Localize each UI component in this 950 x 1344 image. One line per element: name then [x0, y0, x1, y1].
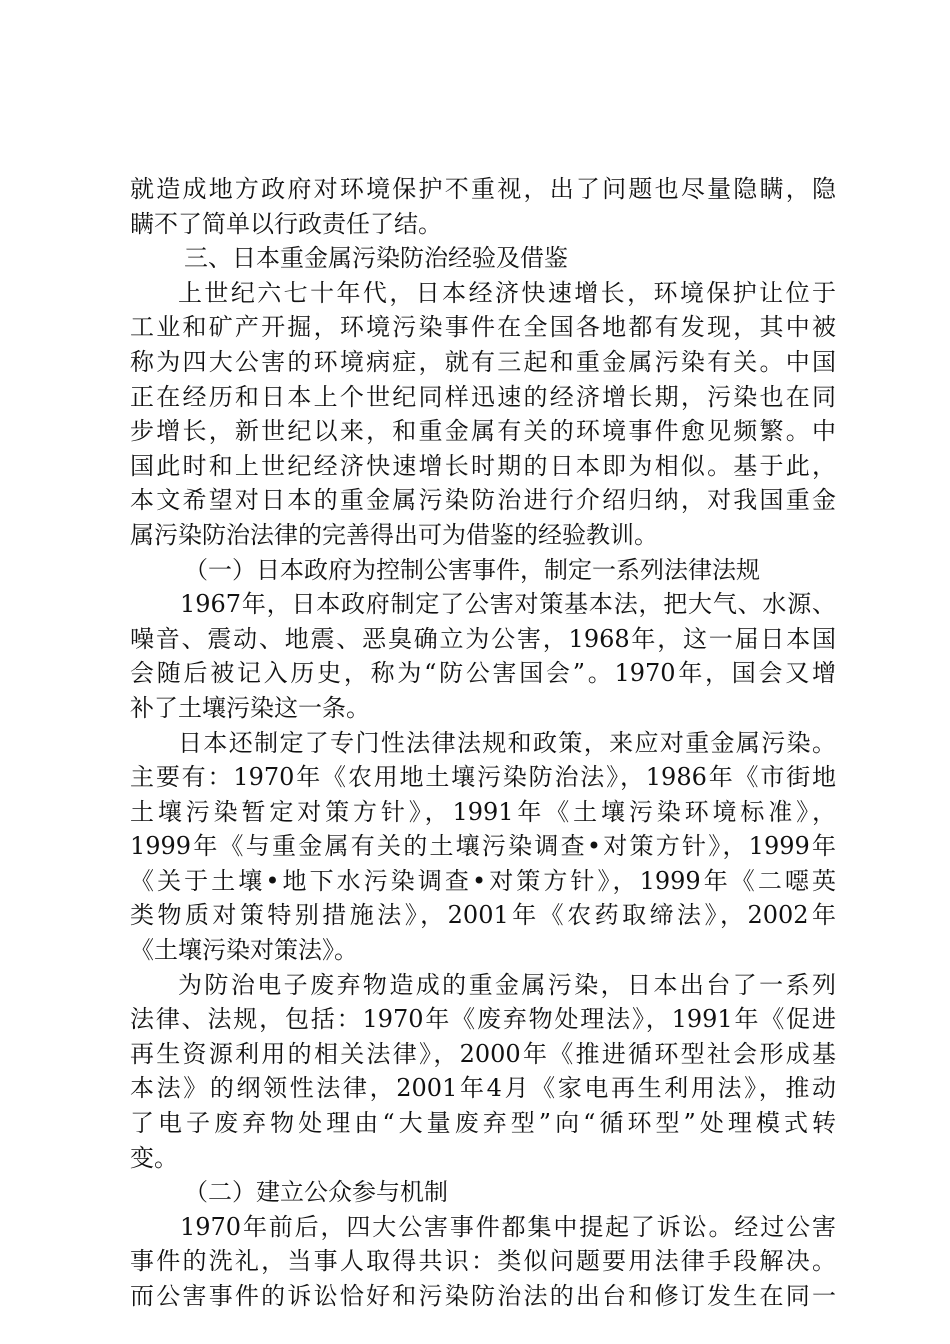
text-line: 国此时和上世纪经济快速增长时期的日本即为相似。基于此，	[130, 451, 836, 480]
document-page	[130, 172, 836, 1314]
text-line: 《土壤污染对策法》。	[130, 936, 358, 965]
text-line: 上世纪六七十年代，日本经济快速增长，环境保护让位于	[178, 278, 836, 307]
text-line: 噪音、震动、地震、恶臭确立为公害，1968年，这一届日本国	[130, 624, 836, 653]
section-heading: （二）建立公众参与机制	[184, 1178, 448, 1207]
text-line: 正在经历和日本上个世纪同样迅速的经济增长期，污染也在同	[130, 382, 836, 411]
text-line: 本文希望对日本的重金属污染防治进行介绍归纳，对我国重金	[130, 486, 836, 515]
text-line: 本法》的纲领性法律，2001年4月《家电再生利用法》，推动	[130, 1074, 836, 1103]
text-line: 1999年《与重金属有关的土壤污染调查•对策方针》，1999年	[130, 832, 836, 861]
section-heading: （一）日本政府为控制公害事件，制定一系列法律法规	[184, 555, 760, 584]
text-line: 为防治电子废弃物造成的重金属污染，日本出台了一系列	[178, 970, 836, 999]
text-line: 法律、法规，包括：1970年《废弃物处理法》，1991年《促进	[130, 1005, 836, 1034]
text-line: 步增长，新世纪以来，和重金属有关的环境事件愈见频繁。中	[130, 417, 836, 446]
text-line: 瞒不了简单以行政责任了结。	[130, 209, 442, 238]
text-line: 主要有：1970年《农用地土壤污染防治法》，1986年《市街地	[130, 763, 836, 792]
text-line: 类物质对策特别措施法》，2001年《农药取缔法》，2002年	[130, 901, 836, 930]
section-heading: 三、日本重金属污染防治经验及借鉴	[184, 244, 568, 273]
text-line: 就造成地方政府对环境保护不重视，出了问题也尽量隐瞒，隐	[130, 175, 836, 203]
text-line: 称为四大公害的环境病症，就有三起和重金属污染有关。中国	[130, 347, 836, 376]
text-line: 属污染防治法律的完善得出可为借鉴的经验教训。	[130, 520, 658, 549]
text-line: 1967年，日本政府制定了公害对策基本法，把大气、水源、	[180, 590, 836, 619]
text-line: 《关于土壤•地下水污染调查•对策方针》，1999年《二噁英	[130, 866, 836, 895]
text-line: 日本还制定了专门性法律法规和政策，来应对重金属污染。	[178, 728, 836, 757]
text-line: 1970年前后，四大公害事件都集中提起了诉讼。经过公害	[180, 1212, 836, 1241]
text-line: 事件的洗礼，当事人取得共识：类似问题要用法律手段解决。	[130, 1247, 836, 1276]
text-line: 变。	[130, 1143, 178, 1172]
text-line: 会随后被记入历史，称为“防公害国会”。1970年，国会又增	[130, 659, 836, 688]
text-line: 补了土壤污染这一条。	[130, 693, 370, 722]
text-line: 了电子废弃物处理由“大量废弃型”向“循环型”处理模式转	[130, 1109, 836, 1138]
text-line: 土壤污染暂定对策方针》，1991年《土壤污染环境标准》，	[130, 797, 836, 826]
text-line: 再生资源利用的相关法律》，2000年《推进循环型社会形成基	[130, 1039, 836, 1068]
text-line: 工业和矿产开掘，环境污染事件在全国各地都有发现，其中被	[130, 313, 836, 342]
text-line: 而公害事件的诉讼恰好和污染防治法的出台和修订发生在同一	[130, 1282, 836, 1310]
